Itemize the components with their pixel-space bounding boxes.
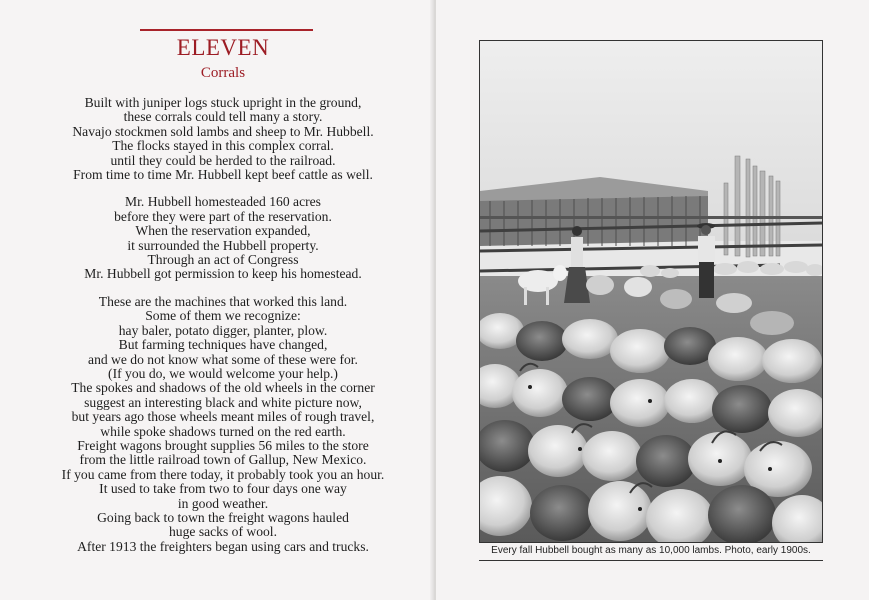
poem-line: Navajo stockmen sold lambs and sheep to Mr. Hubbell. [72, 123, 374, 139]
poem-line: When the reservation expanded, [135, 223, 311, 239]
poem-line: until they could be herded to the railroad. [110, 152, 336, 168]
poem-line: The flocks stayed in this complex corral. [112, 138, 334, 154]
poem-line: suggest an interesting black and white picture now, [84, 394, 362, 410]
poem-line: But farming techniques have changed, [118, 337, 328, 353]
poem-line: in good weather. [177, 495, 269, 511]
poem-line: Mr. Hubbell homesteaded 160 acres [125, 194, 321, 210]
poem-line: hay baler, potato digger, planter, plow. [118, 322, 328, 338]
poem-line: and we do not know what some of these were for. [88, 351, 358, 367]
historic-photo [479, 40, 823, 543]
poem-line: It used to take from two to four days one way [99, 481, 347, 497]
poem-line: Going back to town the freight wagons hauled [97, 509, 349, 525]
poem-line: it surrounded the Hubbell property. [127, 237, 319, 253]
stanza-2 [0, 195, 446, 281]
poem-line: Freight wagons brought supplies 56 miles to the store [77, 437, 369, 453]
chapter-subtitle: Corrals [200, 65, 246, 81]
poem-line: Through an act of Congress [147, 252, 299, 268]
poem-line: from the little railroad town of Gallup, New Mexico. [79, 452, 367, 468]
poem-line: before they were part of the reservation. [114, 208, 332, 224]
photo-caption: Every fall Hubbell bought as many as 10,000 lambs. Photo, early 1900s. [491, 545, 811, 556]
left-page [0, 0, 434, 600]
poem-line: huge sacks of wool. [169, 524, 277, 540]
chapter-title: ELEVEN [176, 35, 270, 60]
poem-line: these corrals could tell many a story. [123, 109, 323, 125]
poem-line: The spokes and shadows of the old wheels in the corner [71, 380, 375, 396]
poem-line: but years ago those wheels meant miles of rough travel, [71, 409, 375, 425]
poem-line: After 1913 the freighters began using cars and trucks. [77, 538, 369, 554]
poem-line: (If you do, we would welcome your help.) [108, 365, 338, 381]
poem-line: These are the machines that worked this land. [98, 293, 348, 309]
poem-line: while spoke shadows turned on the red earth. [100, 423, 346, 439]
poem-line: From time to time Mr. Hubbell kept beef cattle as well. [73, 167, 373, 183]
corral-photo-illustration [480, 41, 822, 542]
poem-text [0, 96, 446, 567]
poem-line: If you came from there today, it probably took you an hour. [61, 466, 385, 482]
stanza-1 [0, 96, 446, 182]
poem-line: Some of them we recognize: [145, 308, 301, 324]
caption-rule [479, 560, 823, 561]
poem-line: Mr. Hubbell got permission to keep his homestead. [84, 266, 362, 282]
poem-line: Built with juniper logs stuck upright in the ground, [84, 95, 362, 110]
stanza-3 [0, 295, 446, 554]
chapter-rule [140, 29, 313, 31]
